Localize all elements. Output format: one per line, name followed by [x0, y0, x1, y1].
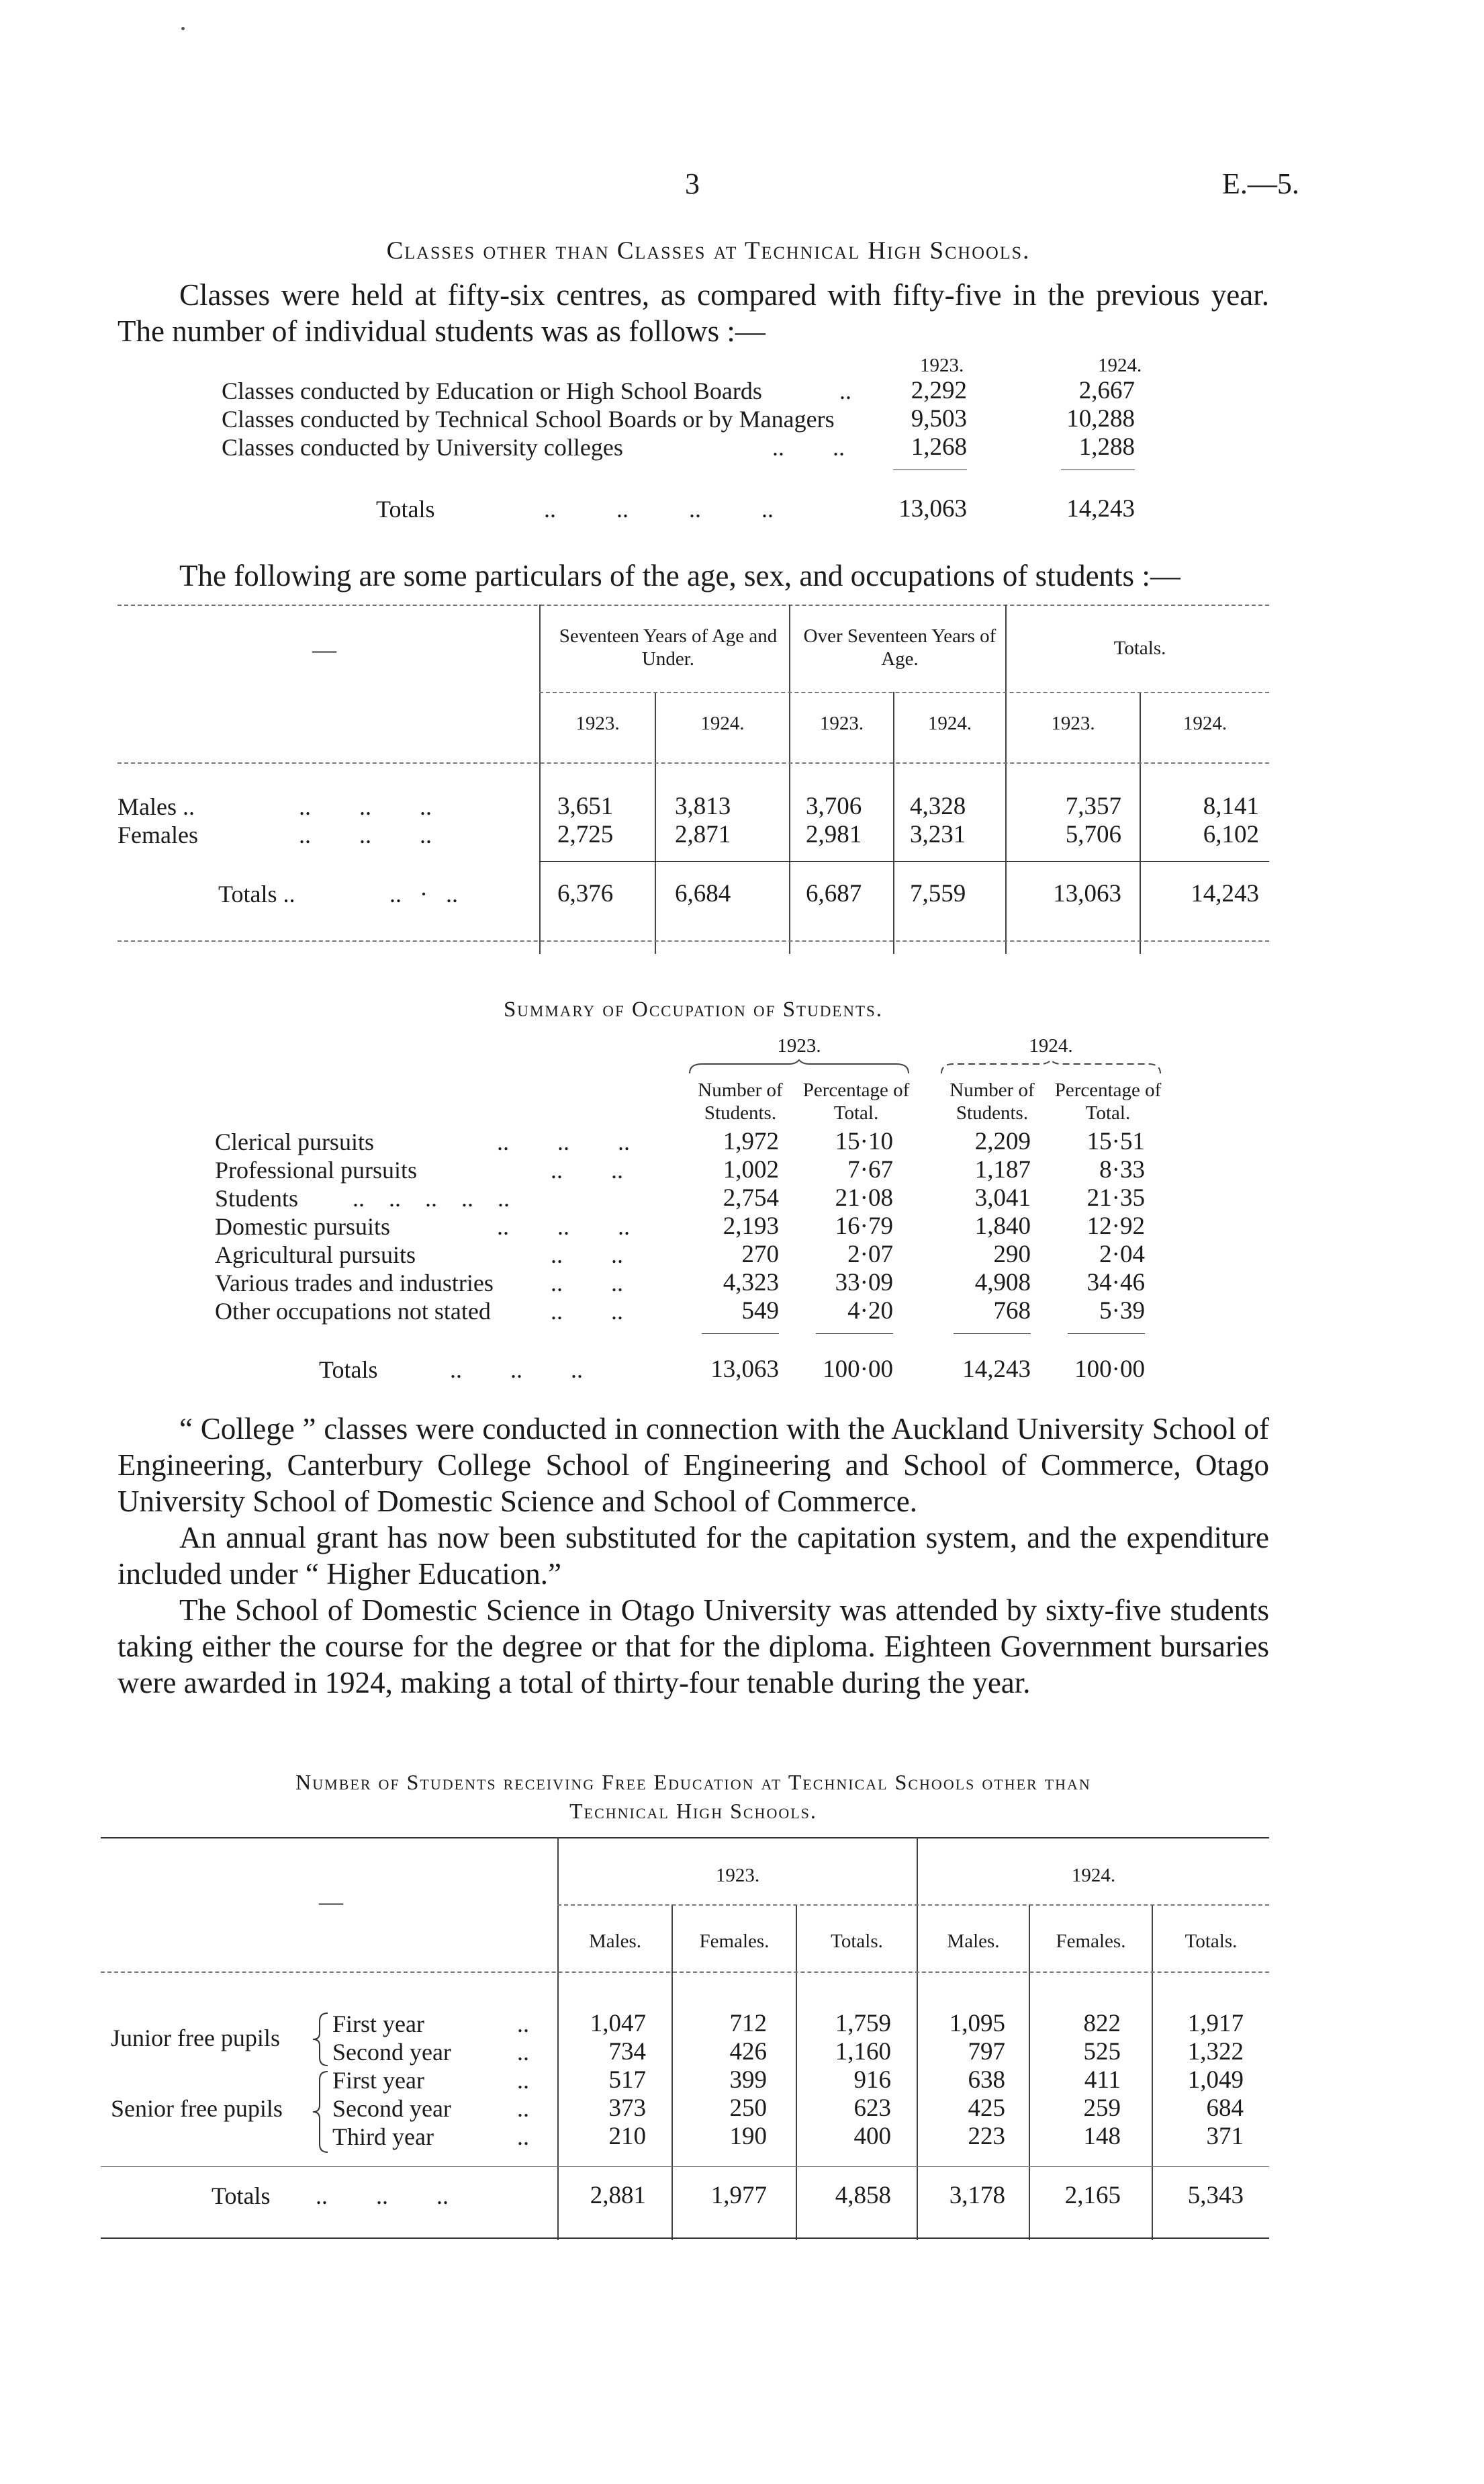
value: 4,323 [723, 1269, 779, 1296]
value-1923: 2,292 [911, 377, 967, 404]
row-leader: .. .. .. [497, 1213, 630, 1240]
row-label: Various trades and industries [215, 1270, 494, 1296]
table-row [222, 433, 1195, 461]
row-leader: .. .. .. [497, 1128, 630, 1155]
value: 623 [853, 2094, 891, 2122]
table-row [101, 2094, 1269, 2123]
table-row [118, 793, 1269, 821]
total-value: 1,977 [710, 2182, 767, 2209]
value: 15·10 [835, 1128, 893, 1155]
row-leader: .. [517, 2010, 529, 2037]
value: 270 [741, 1241, 779, 1268]
document-reference: E.—5. [1222, 167, 1299, 200]
row-label: Classes conducted by University colleges [222, 434, 623, 461]
value: 1,047 [590, 2010, 646, 2037]
intro-paragraph: Classes were held at fifty-six centres, as compared with fifty-five in the previous year. The number of individual students was as follows :— [118, 278, 1269, 348]
row-label: Second year [332, 2039, 451, 2066]
brace-1923 [688, 1059, 910, 1076]
value-1924: 2,667 [1078, 377, 1135, 404]
body-paragraphs [118, 1411, 1269, 1701]
table-row [215, 1184, 1222, 1212]
total-1923: 13,063 [898, 495, 967, 523]
value: 7·67 [847, 1156, 893, 1184]
table-row [215, 1241, 1222, 1269]
value: 21·08 [835, 1184, 893, 1212]
row-label: Domestic pursuits [215, 1213, 390, 1240]
table-row [215, 1269, 1222, 1297]
stray-mark [181, 27, 185, 30]
value: 12·92 [1086, 1212, 1145, 1240]
group-label-senior: Senior free pupils [111, 2095, 283, 2122]
value: 797 [968, 2038, 1005, 2066]
value: 426 [729, 2038, 767, 2066]
value: 34·46 [1086, 1269, 1145, 1296]
totals-label: Totals [319, 1356, 378, 1383]
row-label: Students [215, 1185, 299, 1212]
paragraph-college-classes: “ College ” classes were conducted in connection with the Auckland University School of Engineering, Canterbury College School of Engineering and School of Commerce, Otago University School of Domestic Science and School of Commerce. [118, 1412, 1269, 1518]
value: 2,209 [974, 1128, 1031, 1155]
total-value: 3,178 [949, 2182, 1005, 2209]
year-header: 1923. [575, 713, 620, 734]
value: 33·09 [835, 1269, 893, 1296]
value: 1,840 [974, 1212, 1031, 1240]
row-leader: .. [517, 2067, 529, 2094]
value: 210 [608, 2123, 646, 2150]
sum-rule [1068, 1333, 1145, 1334]
value: 1,187 [974, 1156, 1031, 1184]
table-top-rule [118, 605, 1269, 606]
year-header: 1924. [700, 713, 745, 734]
value: 8·33 [1099, 1156, 1145, 1184]
group-label-junior: Junior free pupils [111, 2025, 280, 2051]
value: 3,813 [675, 793, 731, 820]
value: 4·20 [847, 1297, 893, 1325]
value: 148 [1083, 2123, 1121, 2150]
total-value: 7,559 [910, 880, 966, 907]
value: 2,871 [675, 821, 731, 848]
table-row [101, 2010, 1269, 2038]
sum-rule [954, 1333, 1031, 1334]
value: 5,706 [1065, 821, 1121, 848]
total-value: 6,684 [675, 880, 731, 907]
brace-1924 [940, 1059, 1162, 1076]
value: 1,002 [723, 1156, 779, 1184]
year-header: 1924. [1182, 713, 1227, 734]
col-header: Percentage of Total. [1054, 1079, 1162, 1124]
group-header-under-17: Seventeen Years of Age and Under. [559, 625, 778, 670]
row-leader: .. .. [551, 1241, 623, 1268]
year-header-1924: 1924. [1098, 355, 1142, 376]
col-header: Number of Students. [698, 1079, 783, 1124]
value: 1,049 [1187, 2066, 1244, 2094]
page-number: 3 [685, 167, 700, 200]
row-leader: .. .. [551, 1157, 623, 1184]
value: 517 [608, 2066, 646, 2094]
year-header-1923: 1923. [715, 1865, 760, 1886]
table-top-rule [101, 1837, 1269, 1838]
value: 5·39 [1099, 1297, 1145, 1325]
value: 2,754 [723, 1184, 779, 1212]
header-bottom-rule [101, 1971, 1269, 1973]
value: 2·07 [847, 1241, 893, 1268]
value: 2,725 [557, 821, 614, 848]
row-label: Females [118, 822, 198, 848]
value: 1,095 [949, 2010, 1005, 2037]
total-value: 14,243 [1191, 880, 1259, 907]
col-header: Percentage of Total. [802, 1079, 910, 1124]
value: 7,357 [1065, 793, 1121, 820]
total-value: 2,881 [590, 2182, 646, 2209]
total-value: 13,063 [1053, 880, 1121, 907]
value: 1,322 [1187, 2038, 1244, 2066]
year-header: 1923. [819, 713, 864, 734]
value: 549 [741, 1297, 779, 1325]
intro-paragraph: The following are some particulars of the age, sex, and occupations of students :— [179, 559, 1180, 592]
total-value: 2,165 [1064, 2182, 1121, 2209]
row-leader: .. .. [551, 1298, 623, 1325]
year-header: 1924. [927, 713, 972, 734]
age-sex-table [118, 605, 1269, 954]
col-header-males: Males. [588, 1931, 642, 1952]
table-bottom-rule [101, 2237, 1269, 2239]
section2-intro [118, 558, 1269, 594]
value: 1,759 [835, 2010, 891, 2037]
value: 712 [729, 2010, 767, 2037]
header-bottom-rule [118, 762, 1269, 764]
row-leader: .. .. .. [299, 822, 432, 848]
value: 425 [968, 2094, 1005, 2122]
table-bottom-rule [118, 940, 1269, 942]
row-label: Other occupations not stated [215, 1298, 491, 1325]
totals-row [222, 495, 1195, 523]
table-row [215, 1297, 1222, 1325]
row-leader: .. .. [551, 1270, 623, 1296]
total-value: 6,687 [806, 880, 862, 907]
value: 223 [968, 2123, 1005, 2150]
sum-rule [816, 1333, 893, 1334]
col-header-males: Males. [947, 1931, 1000, 1952]
section-title-classes: Classes other than Classes at Technical High Schools. [386, 237, 1031, 265]
value: 734 [608, 2038, 646, 2066]
total-value: 100·00 [823, 1356, 893, 1383]
value: 916 [853, 2066, 891, 2094]
row-label: Classes conducted by Education or High School Boards [222, 378, 762, 404]
table-row [222, 405, 1195, 433]
col-header-females: Females. [1056, 1931, 1126, 1952]
value: 8,141 [1203, 793, 1259, 820]
row-label: Agricultural pursuits [215, 1241, 416, 1268]
total-value: 4,858 [835, 2182, 891, 2209]
table-row [118, 821, 1269, 849]
value: 4,908 [974, 1269, 1031, 1296]
table-row [215, 1128, 1222, 1156]
stub-dash: — [312, 636, 336, 663]
col-header-totals: Totals. [831, 1931, 883, 1952]
value: 822 [1083, 2010, 1121, 2037]
section1-intro [118, 277, 1269, 349]
total-value: 100·00 [1074, 1356, 1145, 1383]
table-row [101, 2066, 1269, 2094]
total-value: 14,243 [962, 1356, 1031, 1383]
section-title-free-education: Number of Students receiving Free Education at Technical Schools other than [295, 1770, 1091, 1794]
value-1924: 1,288 [1078, 433, 1135, 461]
group-header-over-17: Over Seventeen Years of Age. [803, 625, 996, 670]
total-value: 13,063 [710, 1356, 779, 1383]
table-row [215, 1156, 1222, 1184]
row-label: Professional pursuits [215, 1157, 417, 1184]
value: 3,231 [910, 821, 966, 848]
centres-table [222, 354, 1195, 529]
total-value: 5,343 [1187, 2182, 1244, 2209]
row-leader: .. · .. [389, 881, 458, 907]
group-header-totals: Totals. [1113, 637, 1166, 659]
row-label: First year [332, 2067, 424, 2094]
total-1924: 14,243 [1066, 495, 1135, 523]
totals-row [101, 2182, 1269, 2210]
year-header: 1923. [1051, 713, 1095, 734]
row-leader: .. .. .. .. [544, 496, 774, 523]
group-rule [557, 1904, 1269, 1906]
value: 2,193 [723, 1212, 779, 1240]
value: 400 [853, 2123, 891, 2150]
paragraph-annual-grant: An annual grant has now been substituted for the capitation system, and the expenditure included under “ Higher Education.” [118, 1521, 1269, 1591]
value: 684 [1206, 2094, 1244, 2122]
row-label: Classes conducted by Technical School Boards or by Managers [222, 406, 835, 433]
value: 21·35 [1086, 1184, 1145, 1212]
table-row [222, 377, 1195, 405]
value-1923: 1,268 [911, 433, 967, 461]
row-leader: .. [517, 2095, 529, 2122]
col-header-totals: Totals. [1185, 1931, 1238, 1952]
row-label: Males .. [118, 793, 195, 820]
value: 525 [1083, 2038, 1121, 2066]
value: 3,651 [557, 793, 614, 820]
sum-rule [702, 1333, 779, 1334]
sum-rule [101, 2166, 1269, 2167]
table-row [101, 2038, 1269, 2066]
row-leader: .. .. [772, 434, 845, 461]
total-value: 6,376 [557, 880, 614, 907]
value: 3,041 [974, 1184, 1031, 1212]
table-row [101, 2123, 1269, 2151]
value: 15·51 [1086, 1128, 1145, 1155]
value: 399 [729, 2066, 767, 2094]
group-rule [539, 692, 1269, 693]
value-1924: 10,288 [1066, 405, 1135, 433]
value: 16·79 [835, 1212, 893, 1240]
totals-label: Totals [212, 2182, 271, 2209]
value: 411 [1084, 2066, 1121, 2094]
value: 2,981 [806, 821, 862, 848]
row-leader: .. .. .. [299, 793, 432, 820]
value: 250 [729, 2094, 767, 2122]
row-leader: .. [517, 2123, 529, 2150]
year-header-1923: 1923. [920, 355, 964, 376]
value: 3,706 [806, 793, 862, 820]
value: 259 [1083, 2094, 1121, 2122]
totals-label: Totals .. [218, 881, 295, 907]
stub-dash: — [319, 1888, 343, 1915]
row-label: Second year [332, 2095, 451, 2122]
year-header-1923: 1923. [777, 1035, 821, 1057]
totals-row [215, 1356, 1222, 1384]
row-leader: .. .. .. [450, 1356, 583, 1383]
value: 1,917 [1187, 2010, 1244, 2037]
value: 1,972 [723, 1128, 779, 1155]
value: 768 [993, 1297, 1031, 1325]
totals-row [118, 880, 1269, 908]
value: 638 [968, 2066, 1005, 2094]
occupation-table [215, 1034, 1222, 1411]
value: 4,328 [910, 793, 966, 820]
value: 190 [729, 2123, 767, 2150]
free-education-table [101, 1837, 1269, 2240]
col-header: Number of Students. [949, 1079, 1035, 1124]
year-header-1924: 1924. [1029, 1035, 1073, 1057]
paragraph-domestic-science: The School of Domestic Science in Otago University was attended by sixty-five students taking either the course for the degree or that for the diploma. Eighteen Government bursaries were awarded in 1924, making a total of thirty-four tenable during the year. [118, 1593, 1269, 1699]
value: 6,102 [1203, 821, 1259, 848]
section-title-free-education-line2: Technical High Schools. [569, 1799, 817, 1823]
row-leader: .. [517, 2039, 529, 2066]
year-header-1924: 1924. [1071, 1865, 1116, 1886]
row-leader: .. .. .. [316, 2182, 449, 2209]
row-label: Third year [332, 2123, 434, 2150]
row-leader: .. [839, 378, 851, 404]
value: 373 [608, 2094, 646, 2122]
value-1923: 9,503 [911, 405, 967, 433]
table-row [215, 1212, 1222, 1241]
value: 371 [1206, 2123, 1244, 2150]
row-leader: .. .. .. .. .. [353, 1185, 510, 1212]
section-title-occupation: Summary of Occupation of Students. [503, 997, 884, 1022]
sum-rule [539, 861, 1269, 862]
value: 2·04 [1099, 1241, 1145, 1268]
value: 1,160 [835, 2038, 891, 2066]
row-label: Clerical pursuits [215, 1128, 374, 1155]
totals-label: Totals [376, 496, 435, 523]
col-header-females: Females. [699, 1931, 770, 1952]
value: 290 [993, 1241, 1031, 1268]
row-label: First year [332, 2010, 424, 2037]
